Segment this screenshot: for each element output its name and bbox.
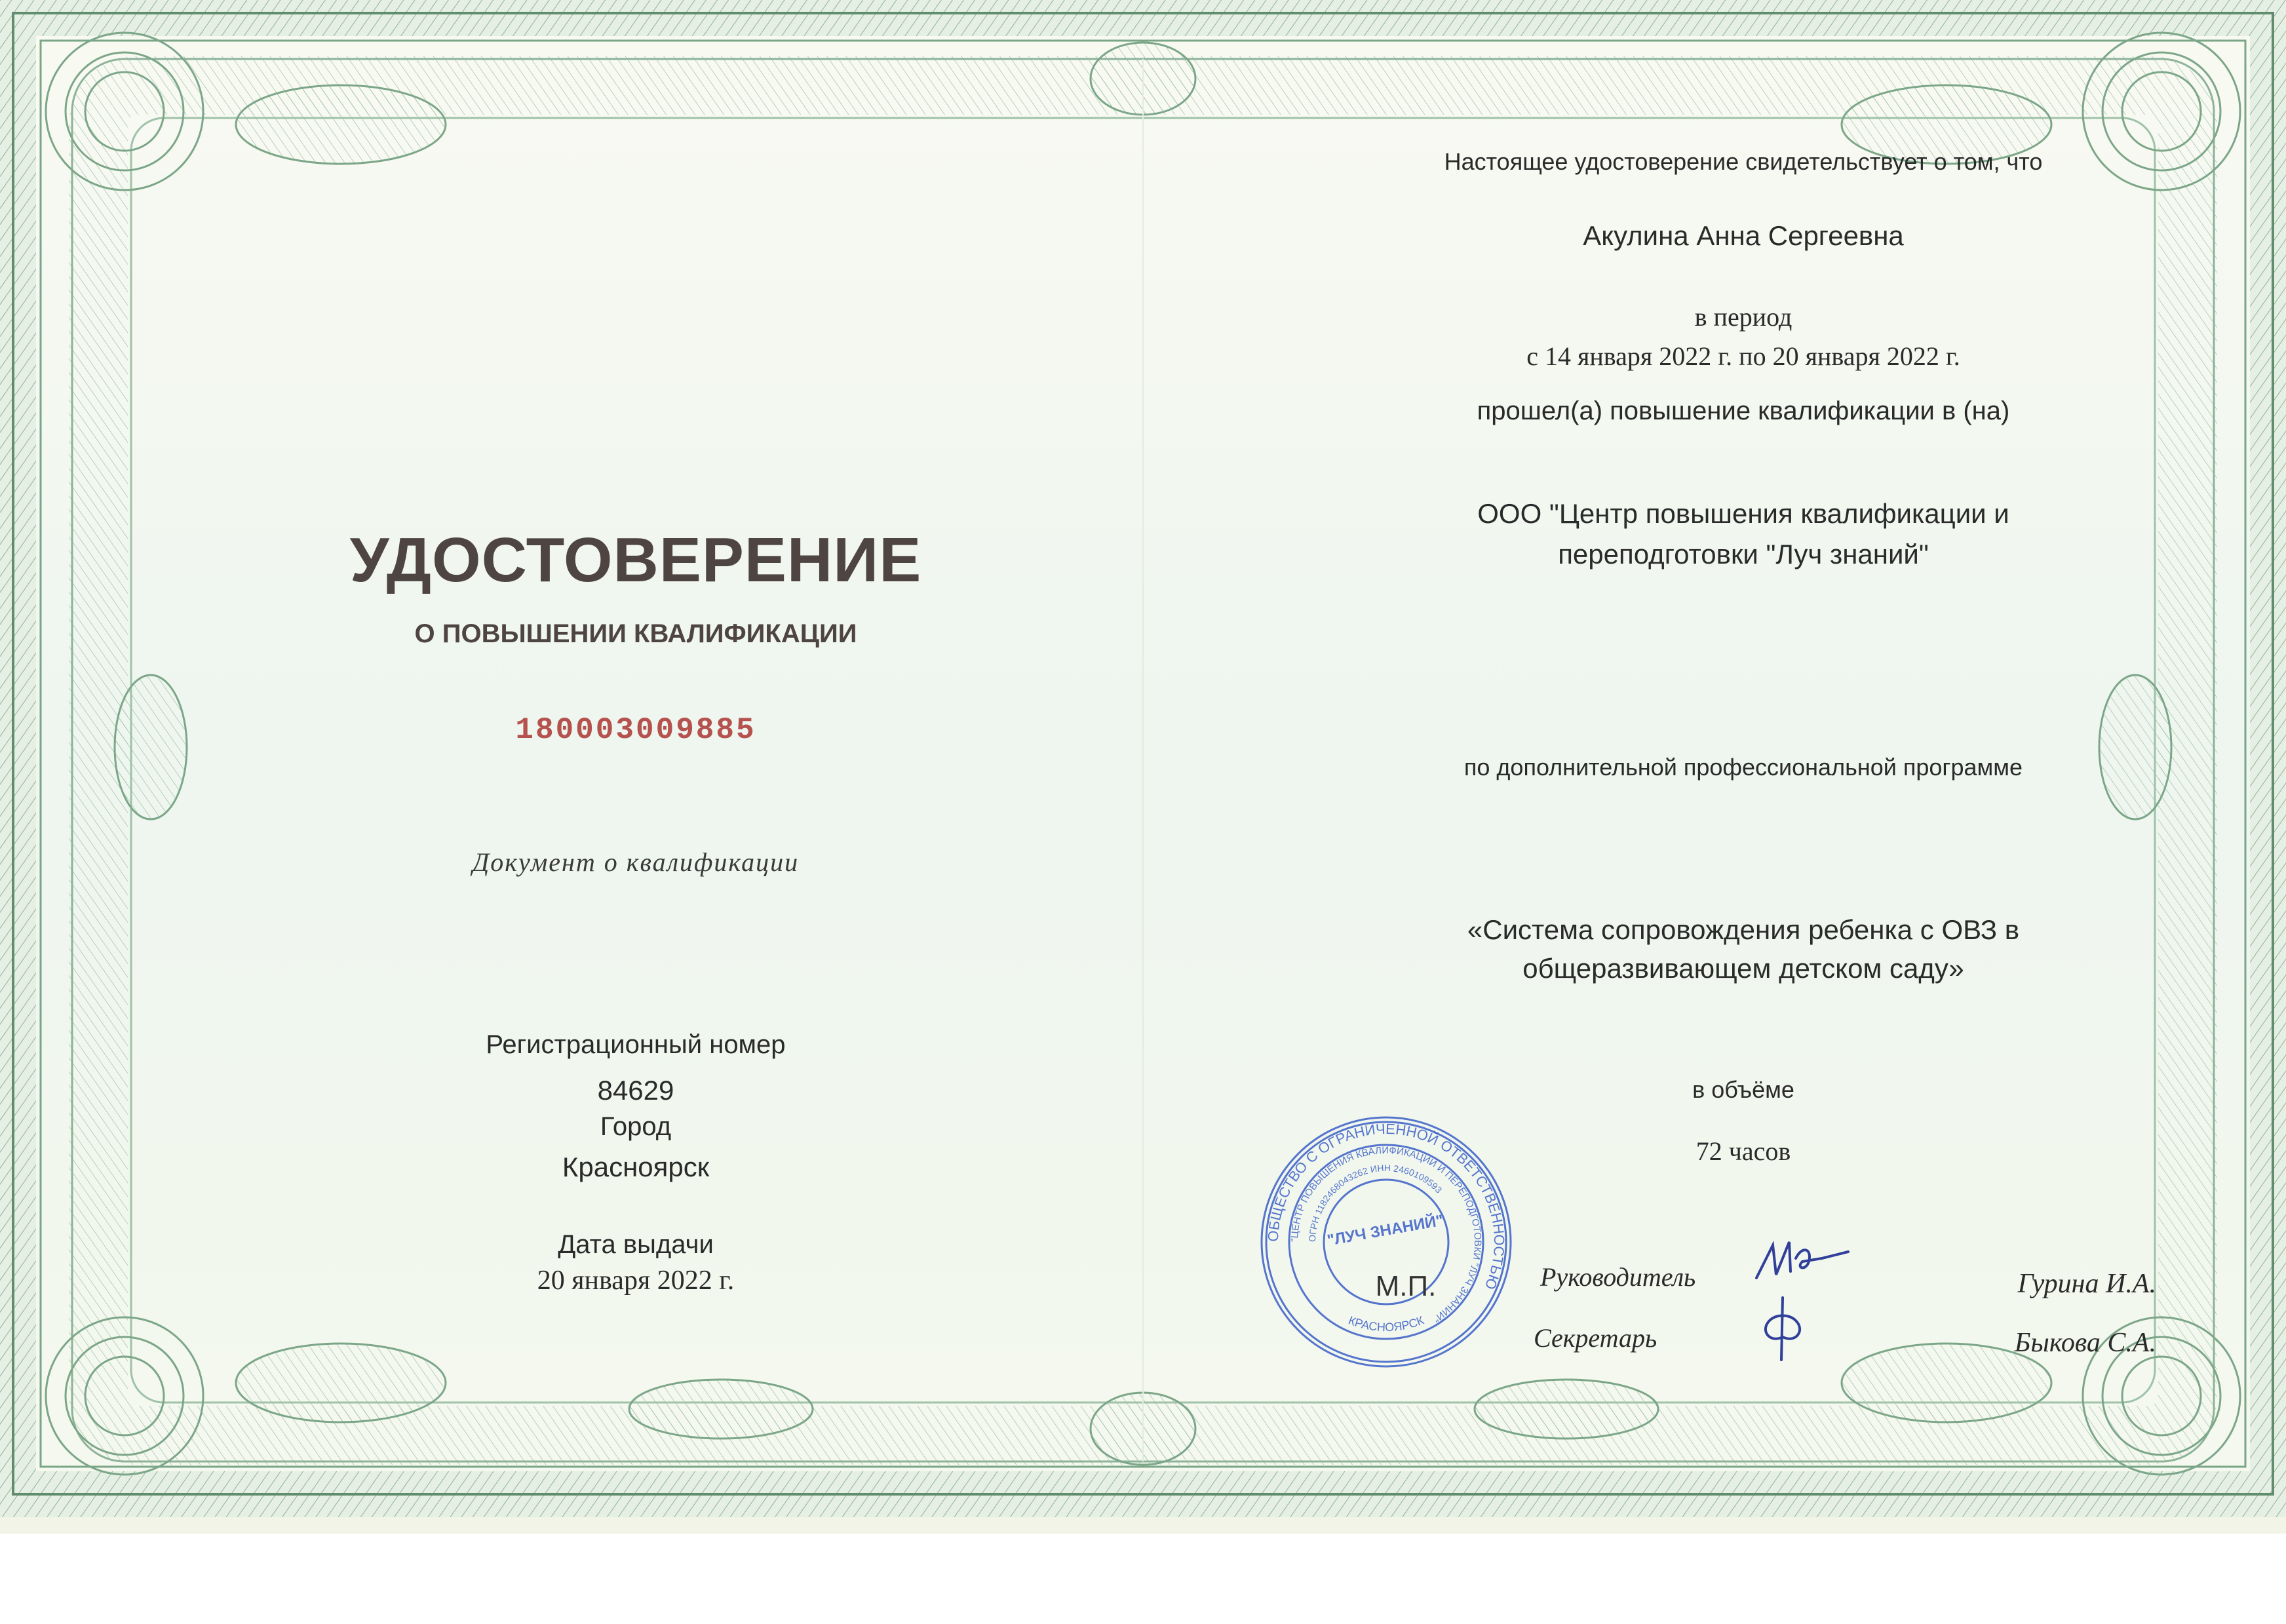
holder-name: Акулина Анна Сергеевна xyxy=(1583,220,1904,251)
city-label: Город xyxy=(600,1112,672,1141)
program-label: по дополнительной профессиональной программе xyxy=(1463,754,2023,781)
volume-value: 72 часов xyxy=(1695,1136,1791,1166)
organization-line-2: переподготовки "Луч знаний" xyxy=(1558,539,1929,570)
registration-label: Регистрационный номер xyxy=(486,1030,786,1059)
registration-number: 84629 xyxy=(597,1075,674,1106)
head-label: Руководитель xyxy=(1540,1262,1696,1292)
city-value: Красноярск xyxy=(562,1151,710,1182)
document-type: Документ о квалификации xyxy=(472,847,800,877)
period-label: в период xyxy=(1694,302,1792,332)
program-title-line-2: общеразвивающем детском саду» xyxy=(1522,953,1964,984)
intro-text: Настоящее удостоверение свидетельствует о том, что xyxy=(1444,148,2043,175)
seal-inner-text: ОГРН 1182468043262 ИНН 2460109593 xyxy=(1306,1162,1444,1243)
seal-outer-text: ОБЩЕСТВО С ОГРАНИЧЕННОЙ ОТВЕТСТВЕННОСТЬЮ xyxy=(1264,1120,1508,1292)
issue-date-value: 20 января 2022 г. xyxy=(537,1266,735,1296)
completion-text: прошел(а) повышение квалификации в (на) xyxy=(1477,396,2010,425)
head-signature xyxy=(1750,1232,1855,1291)
head-name: Гурина И.А. xyxy=(2017,1269,2156,1299)
seal-middle-text: "ЦЕНТР ПОВЫШЕНИЯ КВАЛИФИКАЦИИ И ПЕРЕПОДГОТОВКИ "ЛУЧ ЗНАНИЙ" xyxy=(1288,1144,1484,1324)
secretary-name: Быкова С.А. xyxy=(2014,1328,2156,1358)
certificate-title: УДОСТОВЕРЕНИЕ xyxy=(349,525,922,595)
secretary-label: Секретарь xyxy=(1534,1323,1657,1353)
seal-bottom-text: КРАСНОЯРСК xyxy=(1346,1313,1426,1334)
organization-line-1: ООО "Центр повышения квалификации и xyxy=(1477,498,2009,529)
secretary-signature xyxy=(1756,1294,1809,1366)
seal-center-text: "ЛУЧ ЗНАНИЙ" xyxy=(1325,1211,1445,1250)
organization-seal xyxy=(1255,1111,1517,1373)
issue-date-label: Дата выдачи xyxy=(558,1230,714,1259)
period-value: с 14 января 2022 г. по 20 января 2022 г. xyxy=(1526,341,1960,371)
certificate-number: 180003009885 xyxy=(515,713,756,747)
certificate-subtitle: О ПОВЫШЕНИИ КВАЛИФИКАЦИИ xyxy=(414,619,857,648)
seal-place-label: М.П. xyxy=(1375,1270,1437,1302)
volume-label: в объёме xyxy=(1692,1076,1794,1103)
program-title-line-1: «Система сопровождения ребенка с ОВЗ в xyxy=(1467,914,2020,945)
